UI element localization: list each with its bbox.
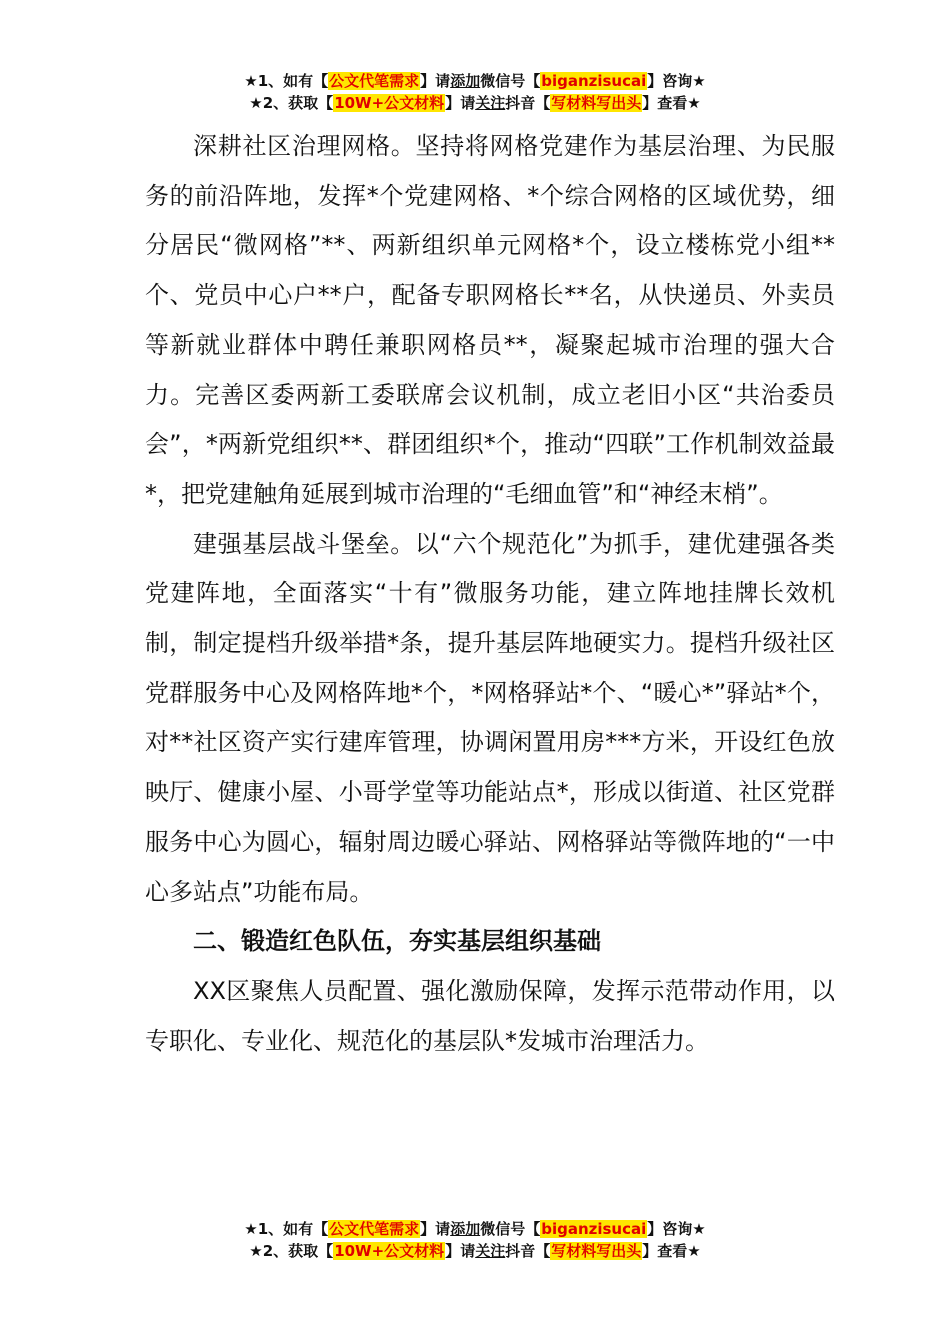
document-body [145, 122, 835, 1066]
underlined-text: 关注 [475, 94, 506, 112]
douyin-account: 写材料写出头 [551, 94, 642, 112]
banner-line-1: ★1、如有【公文代笔需求】请添加微信号【biganzisucai】咨询★ [244, 1220, 706, 1238]
underlined-text: 添加 [450, 72, 481, 90]
wechat-id: biganzisucai [541, 1220, 647, 1238]
footer-banner [0, 1218, 950, 1262]
banner-line-2: ★2、获取【10W+公文材料】请关注抖音【写材料写出头】查看★ [249, 1242, 701, 1260]
highlight-text: 10W+公文材料 [334, 1242, 445, 1260]
highlight-text: 10W+公文材料 [334, 94, 445, 112]
section-heading: 二、锻造红色队伍，夯实基层组织基础 [193, 927, 601, 956]
paragraph: XX区聚焦人员配置、强化激励保障，发挥示范带动作用，以专职化、专业化、规范化的基层队*发城市治理活力。 [145, 976, 835, 1055]
underlined-text: 关注 [475, 1242, 506, 1260]
wechat-id: biganzisucai [541, 72, 647, 90]
douyin-account: 写材料写出头 [551, 1242, 642, 1260]
banner-line-2: ★2、获取【10W+公文材料】请关注抖音【写材料写出头】查看★ [249, 94, 701, 112]
highlight-text: 公文代笔需求 [329, 72, 420, 90]
paragraph: 深耕社区治理网格。坚持将网格党建作为基层治理、为民服务的前沿阵地，发挥*个党建网格、*个综合网格的区域优势，细分居民“微网格”**、两新组织单元网格*个，设立楼栋党小组**个、党员中心户**户，配备专职网格长**名，从快递员、外卖员等新就业群体中聘任兼职网格员**，凝聚起城市治理的强大合力。完善区委两新工委联席会议机制，成立老旧小区“共治委员会”，*两新党组织**、群团组织*个，推动“四联”工作机制效益最*，把党建触角延展到城市治理的“毛细血管”和“神经末梢”。 [145, 132, 835, 508]
header-banner [0, 70, 950, 114]
underlined-text: 添加 [450, 1220, 481, 1238]
highlight-text: 公文代笔需求 [329, 1220, 420, 1238]
paragraph: 建强基层战斗堡垒。以“六个规范化”为抓手，建优建强各类党建阵地，全面落实“十有”微服务功能，建立阵地挂牌长效机制，制定提档升级举措*条，提升基层阵地硬实力。提档升级社区党群服务中心及网格阵地*个，*网格驿站*个、“暖心*”驿站*个，对**社区资产实行建库管理，协调闲置用房***方米，开设红色放映厅、健康小屋、小哥学堂等功能站点*，形成以街道、社区党群服务中心为圆心，辐射周边暖心驿站、网格驿站等微阵地的“一中心多站点”功能布局。 [145, 529, 835, 906]
banner-line-1: ★1、如有【公文代笔需求】请添加微信号【biganzisucai】咨询★ [244, 72, 706, 90]
